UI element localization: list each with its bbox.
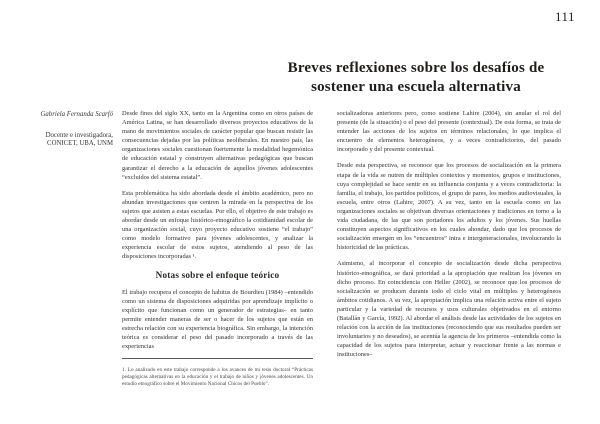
footnote-divider <box>122 358 313 359</box>
body-paragraph: El trabajo recupera el concepto de habitus de Bourdieu (1984) –entendido como un sistema de disposiciones adquiridas por aprendizaje implícito o explícito que funcionan como un generador de estrategias– en tanto permite entender maneras de ser o hacer de los sujetos que están en estrecha relación con su experiencia biográfica. Sin embargo, la intención teórica es considerar el peso del pasado incorporado a través de las experiencias <box>122 288 313 351</box>
body-paragraph: Esta problemática ha sido abordada desde el ámbito académico, pero no abundan investigaciones que centren la mirada en la perspectiva de los sujetos que asisten a estas escuelas. Por ello, el objetivo de este trabajo es abordar desde un enfoque histórico-etnográfico la cotidianidad escolar de una organización social, cuyo proyecto educativo sostiene “el trabajo” como modelo formativo para jóvenes adolescentes, y analizar la experiencia escolar de estos sujetos, atendiendo al peso de las disposiciones incorporadas ¹. <box>122 189 313 261</box>
author-affiliation: CONICET, UBA, UNM <box>47 140 113 148</box>
body-paragraph: Desde esta perspectiva, se reconoce que los procesos de socialización en la primera etapa de la vida se nutren de múltiples contextos y momentos, grupos e instituciones, cuya complejidad se hace sentir en su influencia conjunta y a veces contradictoria: la familia, el trabajo, los partidos políticos, el grupo de pares, los medios audiovisuales, la escuela, entre otros (Lahire, 2007). A su vez, tanto en la escuela como en las organizaciones sociales se objetivan diversas orientaciones y tradiciones en torno a la vida ciudadana, de las que son portadores los adultos y los jóvenes. Sus huellas constituyen aspectos significativos en los cuales ahondar, dado que los procesos de socialización emergen en los “encuentros” intra e intergeneracionales, involucrando la historicidad de las prácticas. <box>337 162 561 252</box>
article-title-line-2: sostener una escuela alternativa <box>311 79 521 95</box>
author-role: Docente e investigadora, <box>45 131 113 139</box>
body-paragraph: socializadoras anteriores pero, como sostiene Lahire (2004), sin anular el rol del presente (de la situación) o el peso del presente (contextual). De esta forma, se trata de entender las acciones de los sujetos en términos relacionales, lo que implica el encuentro de elementos heterogéneos, y a veces contradictorios, del pasado incorporado y del presente contextual. <box>337 110 561 154</box>
page-number: 111 <box>554 9 575 24</box>
article-title-line-1: Breves reflexiones sobre los desafíos de <box>287 60 545 76</box>
author-block <box>6 111 113 149</box>
body-paragraph: Desde fines del siglo XX, tanto en la Argentina como en otros países de América Latina, se han desarrollado diversos proyectos educativos de la mano de movimientos sociales de carácter popular que buscan resistir las consecuencias dejadas por las políticas neoliberales. En nuestro país, las organizaciones sociales cuestionan fuertemente la modalidad hegemónica de educación estatal y construyen alternativas pedagógicas que buscan garantizar el derecho a la educación de aquellos jóvenes adolescentes “excluidos del sistema estatal”. <box>122 110 313 181</box>
article-title <box>262 59 570 97</box>
author-name: Gabriela Fernanda Scarfó <box>40 111 113 118</box>
footnote: 1. Lo analizado en este trabajo corresponde a los avances de mi tesis doctoral “Prácticas pedagógicas alternativas en la educación y el trabajo de niños y jóvenes adolescentes. Un estudio etnográfico sobre el Movimiento Nacional Chicos del Pueblo”. <box>122 367 313 387</box>
left-text-column <box>122 109 313 387</box>
body-paragraph: Asimismo, al incorporar el concepto de socialización desde dicha perspectiva histórico-etnográfica, se dará prioridad a la apropiación que realizan los jóvenes en dicho proceso. En coincidencia con Heller (2002), se reconoce que los procesos de socialización se producen durante todo el ciclo vital en múltiples y heterogéneos ámbitos cotidianos. A su vez, la apropiación implica una relación activa entre el sujeto particular y la variedad de recursos y usos culturales objetivados en el entorno (Batallán y García, 1992). Al abordar el análisis desde las actividades de los sujetos en relación con la acción de las instituciones (reconociendo que sus resultados pueden ser involuntarios y no deseados), se acentúa la agencia de los primeros –entendida como la capacidad de los sujetos para interpretar, actuar y reaccionar frente a las normas e instituciones– <box>337 260 561 359</box>
section-heading: Notas sobre el enfoque teórico <box>155 269 280 280</box>
right-text-column <box>337 109 561 366</box>
